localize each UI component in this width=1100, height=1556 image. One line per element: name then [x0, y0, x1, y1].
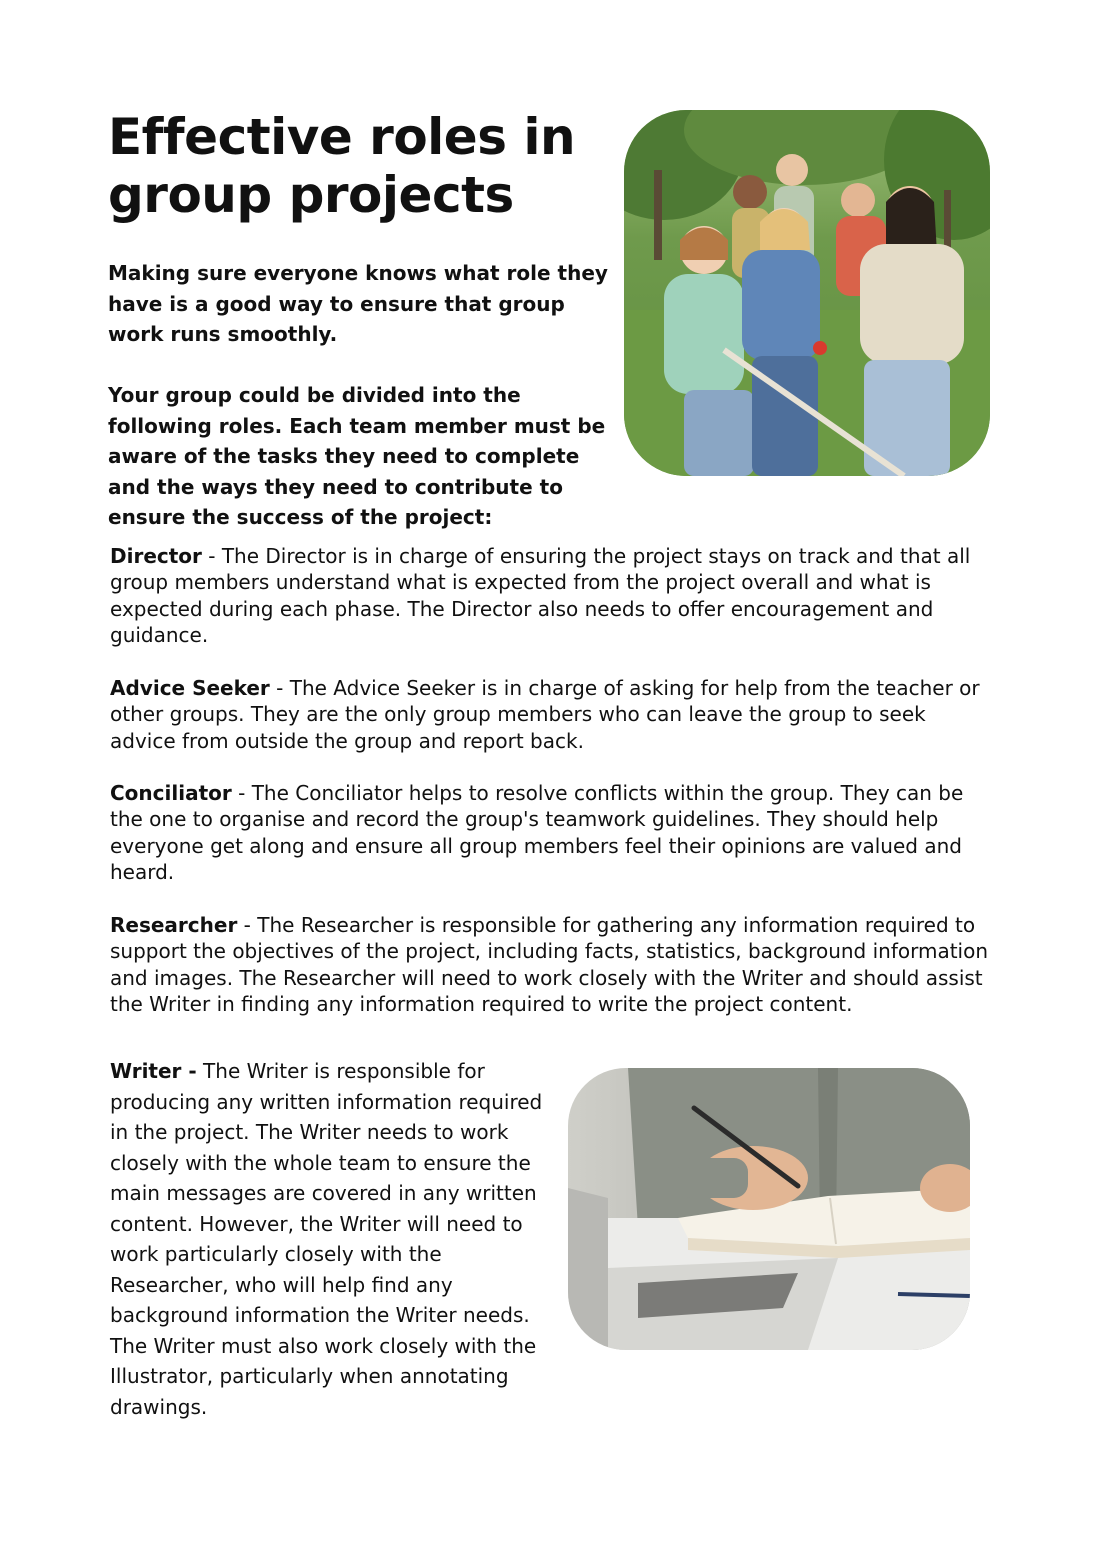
role-conciliator	[110, 780, 990, 885]
role-separator: -	[201, 544, 222, 568]
role-separator: -	[231, 781, 252, 805]
role-name-advice-seeker: Advice Seeker	[110, 676, 270, 700]
role-name-director: Director	[110, 544, 202, 568]
role-name-researcher: Researcher	[110, 913, 238, 937]
role-advice-seeker	[110, 675, 990, 754]
role-researcher	[110, 912, 990, 1017]
intro-paragraph-1: Making sure everyone knows what role they have is a good way to ensure that group work runs smoothly.	[108, 261, 608, 346]
children-tug-of-war-photo	[624, 110, 990, 476]
role-description-researcher: The Researcher is responsible for gathering any information required to support the objectives of the project, including facts, statistics, background information and images. The Researcher will need to work closely with the Writer and should assist the Writer in finding any information required to write the project content.	[110, 913, 989, 1016]
role-name-writer: Writer -	[110, 1059, 197, 1083]
role-writer	[110, 1056, 550, 1422]
role-separator: -	[269, 676, 290, 700]
role-description-director: The Director is in charge of ensuring the project stays on track and that all group members understand what is expected from the project overall and what is expected during each phase. The Director also needs to offer encouragement and guidance.	[110, 544, 971, 647]
role-name-conciliator: Conciliator	[110, 781, 232, 805]
role-description-conciliator: The Conciliator helps to resolve conflicts within the group. They can be the one to organise and record the group's teamwork guidelines. They should help everyone get along and ensure all group members feel their opinions are valued and heard.	[110, 781, 964, 884]
person-writing-notes-photo	[568, 1068, 970, 1350]
role-director	[110, 543, 990, 648]
intro-paragraph-2: Your group could be divided into the following roles. Each team member must be aware of the tasks they need to complete and the ways they need to contribute to ensure the success of the project:	[108, 383, 606, 529]
role-description-advice-seeker: The Advice Seeker is in charge of asking for help from the teacher or other groups. They are the only group members who can leave the group to seek advice from outside the group and report back.	[110, 676, 980, 753]
role-description-writer: The Writer is responsible for producing any written information required in the project. The Writer needs to work closely with the whole team to ensure the main messages are covered in any written content. However, the Writer will need to work particularly closely with the Researcher, who will help find any background information the Writer needs. The Writer must also work closely with the Illustrator, particularly when annotating drawings.	[110, 1059, 543, 1419]
page-title: Effective roles in group projects	[108, 108, 576, 224]
role-separator: -	[237, 913, 258, 937]
